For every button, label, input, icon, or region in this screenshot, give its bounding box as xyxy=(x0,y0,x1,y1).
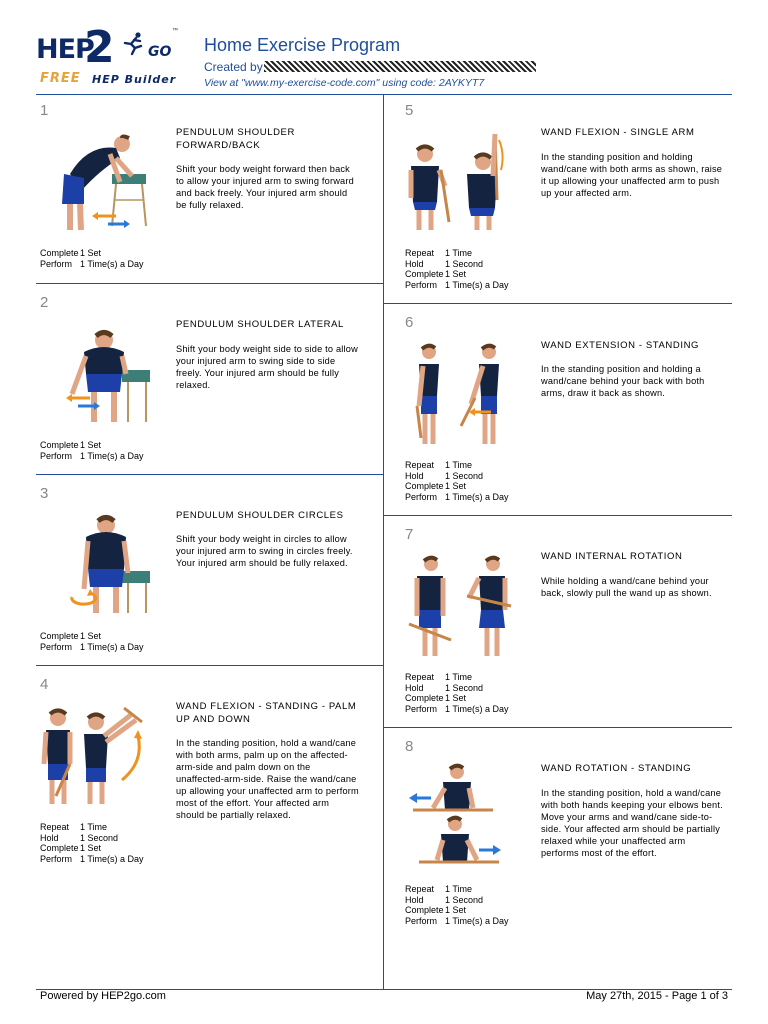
repeat-value: 1 Time xyxy=(445,248,473,258)
hold-value: 1 Second xyxy=(80,832,119,843)
exercise-5 xyxy=(405,102,725,298)
complete-label: Complete xyxy=(40,440,79,450)
pendulum-circles-illustration xyxy=(64,513,150,615)
logo-builder-text: HEP Builder xyxy=(92,73,177,86)
wand-rotation-illustration xyxy=(407,762,507,870)
exercise-description: In the standing position and holding a wand/cane behind your back with both arms, draw it back as shown. xyxy=(541,364,705,398)
complete-label: Complete xyxy=(405,693,444,703)
exercise-description: Shift your body weight side to side to allow your injured arm to swing side to side freely. Your injured arm should be fully relaxed. xyxy=(176,344,358,390)
exercise-description: Shift your body weight in circles to allow your injured arm to swing in circles freely. Your injured arm should be fully relaxed. xyxy=(176,534,353,568)
exercise-description: In the standing position, hold a wand/cane with both hands keeping your elbows bent. Move your arms and wand/cane side-to-side. Your affected arm should be partially relaxed while your unaffected arm performs most of the effort. xyxy=(541,788,723,858)
page-title: Home Exercise Program xyxy=(204,35,401,55)
exercise-params xyxy=(40,440,144,461)
repeat-value: 1 Time xyxy=(445,460,473,470)
logo-2-text: 2 xyxy=(84,22,115,73)
exercise-title: WAND FLEXION - STANDING - PALM UP AND DOWN xyxy=(176,701,357,725)
hold-label: Hold xyxy=(405,682,424,693)
exercise-number: 6 xyxy=(405,314,414,331)
perform-value: 1 Time(s) a Day xyxy=(80,853,144,864)
exercise-params xyxy=(405,884,509,926)
exercise-params xyxy=(405,460,509,502)
redacted-name xyxy=(264,61,536,72)
hold-label: Hold xyxy=(40,832,59,843)
header-divider xyxy=(36,94,732,95)
exercise-3 xyxy=(40,485,380,663)
wand-internal-rotation-illustration xyxy=(407,554,513,658)
row-divider xyxy=(383,515,732,516)
perform-label: Perform xyxy=(405,915,438,926)
repeat-label: Repeat xyxy=(40,822,70,832)
exercise-params xyxy=(40,248,144,269)
logo-trademark: ™ xyxy=(172,28,178,34)
exercise-6 xyxy=(405,314,725,510)
created-by-line xyxy=(204,60,536,74)
complete-label: Complete xyxy=(405,481,444,491)
wand-extension-illustration xyxy=(411,342,511,446)
perform-value: 1 Time(s) a Day xyxy=(445,703,509,714)
perform-label: Perform xyxy=(405,703,438,714)
perform-value: 1 Time(s) a Day xyxy=(445,491,509,502)
exercise-number: 3 xyxy=(40,485,49,502)
exercise-8 xyxy=(405,738,725,978)
repeat-value: 1 Time xyxy=(445,884,473,894)
logo-free-text: FREE xyxy=(40,71,81,86)
perform-value: 1 Time(s) a Day xyxy=(80,258,144,269)
logo-go-text: GO xyxy=(148,44,172,60)
logo-hep-text: HEP xyxy=(36,34,94,65)
hold-value: 1 Second xyxy=(445,470,484,481)
perform-label: Perform xyxy=(405,279,438,290)
row-divider xyxy=(36,474,383,475)
exercise-description: In the standing position, hold a wand/cane with both arms, palm up on the affected-arm-side and palm down on the unaffected-arm-side. Raise the wand/cane up allowing your unaffected arm to perform most of the effort. Your affected arm should be partially relaxed. xyxy=(176,738,359,820)
hold-label: Hold xyxy=(405,894,424,905)
exercise-params xyxy=(405,248,509,290)
exercise-number: 2 xyxy=(40,294,49,311)
perform-label: Perform xyxy=(40,450,73,461)
row-divider xyxy=(383,727,732,728)
complete-value: 1 Set xyxy=(80,440,102,450)
repeat-label: Repeat xyxy=(405,672,435,682)
complete-label: Complete xyxy=(405,905,444,915)
wand-flexion-palm-illustration xyxy=(40,702,148,806)
hold-label: Hold xyxy=(405,258,424,269)
row-divider xyxy=(36,665,383,666)
powered-by-link[interactable]: Powered by HEP2go.com xyxy=(40,990,166,1002)
hold-value: 1 Second xyxy=(445,894,484,905)
complete-value: 1 Set xyxy=(445,481,467,491)
exercise-number: 4 xyxy=(40,676,49,693)
exercise-description: While holding a wand/cane behind your back, slowly pull the wand up as shown. xyxy=(541,576,712,598)
hold-value: 1 Second xyxy=(445,682,484,693)
complete-label: Complete xyxy=(405,269,444,279)
repeat-label: Repeat xyxy=(405,460,435,470)
exercise-title: WAND INTERNAL ROTATION xyxy=(541,551,683,562)
exercise-2 xyxy=(40,294,380,472)
repeat-label: Repeat xyxy=(405,248,435,258)
perform-label: Perform xyxy=(405,491,438,502)
complete-value: 1 Set xyxy=(80,248,102,258)
perform-value: 1 Time(s) a Day xyxy=(445,915,509,926)
repeat-value: 1 Time xyxy=(80,822,108,832)
pendulum-forward-back-illustration xyxy=(50,130,150,232)
perform-label: Perform xyxy=(40,853,73,864)
exercise-params xyxy=(405,672,509,714)
exercise-title: WAND ROTATION - STANDING xyxy=(541,763,692,774)
complete-label: Complete xyxy=(40,843,79,853)
exercise-description: Shift your body weight forward then back to allow your injured arm to swing forward and back freely. Your injured arm should be fully relaxed. xyxy=(176,164,354,210)
complete-value: 1 Set xyxy=(80,843,102,853)
created-by-label: Created by xyxy=(204,60,263,74)
complete-value: 1 Set xyxy=(80,631,102,641)
hep2go-logo xyxy=(36,22,186,86)
repeat-label: Repeat xyxy=(405,884,435,894)
row-divider xyxy=(36,283,383,284)
exercise-number: 1 xyxy=(40,102,49,119)
exercise-params xyxy=(40,822,144,864)
complete-value: 1 Set xyxy=(445,905,467,915)
exercise-title: WAND FLEXION - SINGLE ARM xyxy=(541,127,695,138)
row-divider xyxy=(383,303,732,304)
view-at-line: View at "www.my-exercise-code.com" using code: 2AYKYT7 xyxy=(204,77,485,89)
complete-value: 1 Set xyxy=(445,693,467,703)
page-info: May 27th, 2015 - Page 1 of 3 xyxy=(586,990,728,1002)
column-divider xyxy=(383,94,384,990)
exercise-4 xyxy=(40,676,380,876)
complete-value: 1 Set xyxy=(445,269,467,279)
runner-icon xyxy=(120,32,146,56)
exercise-title: PENDULUM SHOULDER FORWARD/BACK xyxy=(176,127,295,151)
perform-value: 1 Time(s) a Day xyxy=(80,450,144,461)
hold-value: 1 Second xyxy=(445,258,484,269)
perform-label: Perform xyxy=(40,641,73,652)
exercise-7 xyxy=(405,526,725,722)
exercise-number: 5 xyxy=(405,102,414,119)
exercise-description: In the standing position and holding wand/cane with both arms as shown, raise it up allowing your unaffected arm to push up your affected arm. xyxy=(541,152,723,198)
exercise-title: WAND EXTENSION - STANDING xyxy=(541,340,700,351)
exercise-title: PENDULUM SHOULDER CIRCLES xyxy=(176,510,344,521)
exercise-1 xyxy=(40,102,380,280)
exercise-number: 8 xyxy=(405,738,414,755)
hold-label: Hold xyxy=(405,470,424,481)
complete-label: Complete xyxy=(40,248,79,258)
perform-label: Perform xyxy=(40,258,73,269)
repeat-value: 1 Time xyxy=(445,672,473,682)
wand-flexion-single-arm-illustration xyxy=(405,130,509,232)
pendulum-lateral-illustration xyxy=(64,328,150,424)
complete-label: Complete xyxy=(40,631,79,641)
perform-value: 1 Time(s) a Day xyxy=(80,641,144,652)
exercise-title: PENDULUM SHOULDER LATERAL xyxy=(176,319,344,330)
exercise-number: 7 xyxy=(405,526,414,543)
exercise-params xyxy=(40,631,144,652)
perform-value: 1 Time(s) a Day xyxy=(445,279,509,290)
